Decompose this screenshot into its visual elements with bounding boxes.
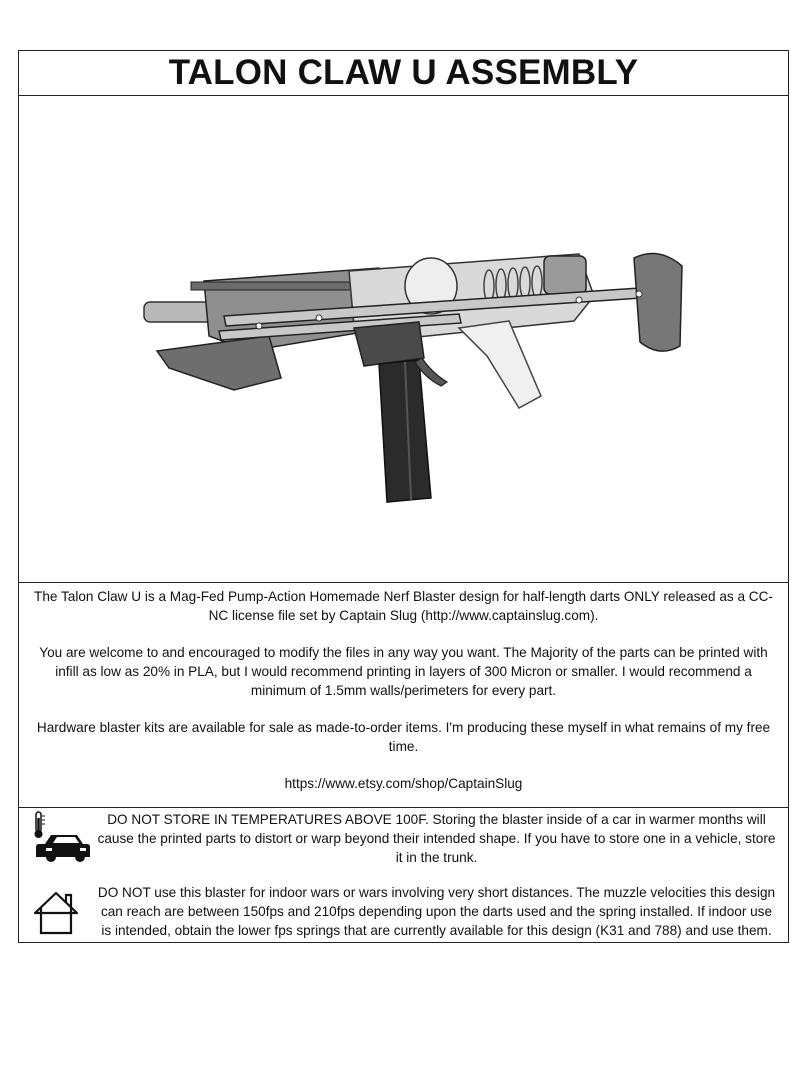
title-row — [19, 51, 788, 96]
description-paragraph-printing: You are welcome to and encouraged to modify the files in any way you want. The Majority of the parts can be printed with infill as low as 20% in PLA, but I would recommend printing in layers of 300 Micron or smaller. I would recommend a minimum of 1.5mm walls/perimeters for every part. — [39, 645, 768, 698]
stock — [634, 254, 682, 352]
warning-indoor-text: DO NOT use this blaster for indoor wars or wars involving very short distances. The muzzle velocities this design can reach are between 150fps and 210fps depending upon the darts used and the spring installed. If indoor use is intended, obtain the lower fps springs that are currently available for this design (K31 and 788) and use them. — [97, 885, 776, 938]
warnings-panel — [19, 808, 788, 942]
foregrip — [157, 336, 281, 390]
description-paragraph-kits: Hardware blaster kits are available for sale as made-to-order items. I'm producing these myself in what remains of my free time. — [36, 720, 771, 754]
rear-cap — [544, 256, 586, 294]
description-paragraph-intro: The Talon Claw U is a Mag-Fed Pump-Action Homemade Nerf Blaster design for half-length darts ONLY released as a CC-NC license file set by Captain Slug (http://www.captainslug.com). — [34, 589, 773, 623]
shop-link[interactable]: https://www.etsy.com/shop/CaptainSlug — [284, 776, 523, 791]
description-panel — [19, 583, 788, 808]
warning-indoor — [27, 883, 780, 940]
assembly-sheet — [18, 50, 789, 943]
figure-panel — [19, 96, 788, 583]
pistol-grip — [459, 321, 541, 408]
blaster-render — [19, 96, 788, 582]
page-title: TALON CLAW U ASSEMBLY — [168, 53, 639, 92]
car-temperature-icon — [27, 810, 97, 866]
magazine-well — [354, 322, 424, 366]
warning-temperature — [27, 810, 780, 867]
warning-temperature-text: DO NOT STORE IN TEMPERATURES ABOVE 100F. Storing the blaster inside of a car in warmer months will cause the printed parts to distort or warp beyond their intended shape. If you have to store one in a vehicle, store it in the trunk. — [97, 812, 776, 865]
house-icon — [27, 883, 97, 939]
